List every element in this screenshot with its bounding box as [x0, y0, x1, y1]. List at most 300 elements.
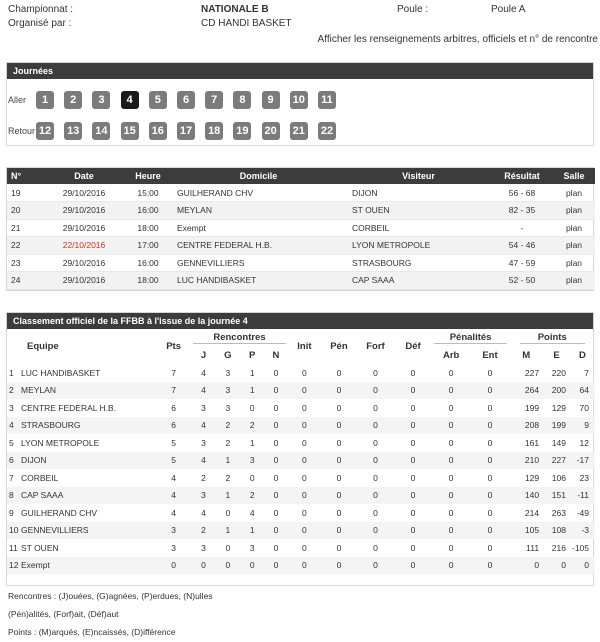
standings-m: 210 [509, 452, 543, 470]
standings-arb: 0 [432, 522, 471, 540]
standings-arb: 0 [448, 367, 454, 378]
standings-team-cell [7, 382, 156, 400]
standings-pts: 4 [171, 472, 176, 483]
match-resultat: 56 - 68 [491, 184, 553, 202]
standings-m: 214 [524, 507, 540, 518]
match-domicile: GUILHERAND CHV [171, 184, 346, 202]
standings-d: -11 [570, 487, 595, 505]
standings-team: DIJON [21, 455, 47, 466]
journee-button-22[interactable]: 22 [318, 122, 336, 140]
standings-e: 151 [543, 487, 570, 505]
standings-arb: 0 [448, 402, 454, 413]
standings-rank: 9 [9, 507, 14, 518]
match-row [7, 272, 595, 290]
organise-value: CD HANDI BASKET [201, 18, 292, 29]
standings-init: 0 [302, 402, 307, 413]
standings-n: 0 [273, 437, 279, 448]
standings-g: 2 [225, 472, 231, 483]
col-heure: Heure [125, 168, 171, 184]
match-date: 29/10/2016 [43, 184, 125, 202]
standings-g: 0 [216, 557, 240, 575]
standings-team-cell [7, 452, 156, 470]
match-resultat: 52 - 50 [491, 272, 553, 290]
standings-forf: 0 [373, 472, 378, 483]
standings-pts: 3 [156, 522, 192, 540]
journee-button-21[interactable]: 21 [290, 122, 308, 140]
standings-d: 23 [579, 472, 589, 483]
standings-pts: 6 [171, 402, 176, 413]
group-penalites: Pénalités [434, 332, 508, 344]
standings-forf: 0 [357, 452, 395, 470]
standings-row [7, 364, 595, 382]
standings-g: 0 [225, 507, 231, 518]
standings-group-row [7, 329, 595, 347]
col-init: Init [297, 341, 312, 352]
standings-team-cell [7, 469, 156, 487]
group-rencontres: Rencontres [193, 332, 285, 344]
standings-rank: 11 [9, 542, 18, 553]
standings-team-cell [7, 522, 156, 540]
match-resultat: 82 - 35 [491, 202, 553, 220]
standings-team: Exempt [21, 560, 50, 571]
journee-button-6[interactable]: 6 [177, 91, 195, 109]
col-n: N [272, 349, 280, 361]
standings-pen: 0 [336, 507, 342, 518]
standings-arb: 0 [448, 472, 454, 483]
standings-ent: 0 [487, 402, 493, 413]
standings-init: 0 [302, 437, 307, 448]
standings-rank: 2 [9, 385, 14, 396]
col-def: Déf [405, 341, 421, 352]
standings-g: 3 [216, 382, 240, 400]
col-equipe: Equipe [27, 341, 59, 352]
standings-team-cell [7, 417, 156, 435]
col-num: N° [7, 168, 43, 184]
standings-p: 1 [249, 367, 255, 378]
standings-row [7, 539, 595, 557]
journee-button-18[interactable]: 18 [205, 122, 223, 140]
standings-p: 2 [240, 487, 264, 505]
journee-button-7[interactable]: 7 [205, 91, 223, 109]
standings-def: 0 [410, 367, 416, 378]
standings-n: 0 [273, 507, 279, 518]
col-pts: Pts [166, 341, 181, 352]
standings-team: ST OUEN [21, 542, 59, 553]
matches-panel [6, 167, 594, 291]
match-domicile: LUC HANDIBASKET [171, 272, 346, 290]
journee-button-10[interactable]: 10 [290, 91, 308, 109]
match-date: 29/10/2016 [43, 254, 125, 272]
standings-forf: 0 [373, 507, 378, 518]
standings-g: 0 [225, 542, 231, 553]
standings-d: -17 [570, 452, 595, 470]
standings-p: 3 [249, 542, 255, 553]
standings-pen: 0 [336, 402, 342, 413]
standings-n: 0 [264, 452, 287, 470]
standings-d: 0 [570, 557, 595, 575]
standings-g: 2 [225, 437, 231, 448]
standings-j: 4 [191, 452, 215, 470]
standings-arb: 0 [432, 557, 471, 575]
journee-button-15[interactable]: 15 [121, 122, 139, 140]
match-row [7, 202, 595, 220]
standings-team-cell [7, 364, 156, 382]
standings-ent: 0 [471, 487, 510, 505]
poule-value: Poule A [491, 4, 526, 15]
matches-header-row [7, 168, 595, 184]
standings-def: 0 [410, 402, 416, 413]
col-date: Date [43, 168, 125, 184]
standings-row [7, 417, 595, 435]
standings-init: 0 [302, 367, 307, 378]
standings-arb: 0 [432, 417, 471, 435]
standings-e: 200 [543, 382, 570, 400]
standings-e: 199 [543, 417, 570, 435]
standings-pen: 0 [336, 542, 342, 553]
standings-arb: 0 [432, 382, 471, 400]
standings-m: 264 [509, 382, 543, 400]
standings-def: 0 [410, 472, 416, 483]
match-num: 19 [7, 184, 43, 202]
journees-title: Journées [7, 63, 593, 79]
standings-j: 2 [201, 472, 206, 483]
match-salle-link[interactable]: plan [553, 202, 595, 220]
standings-rank: 10 [9, 525, 19, 536]
standings-ent: 0 [471, 382, 510, 400]
standings-m: 199 [524, 402, 540, 413]
col-visiteur: Visiteur [346, 168, 491, 184]
standings-d: 64 [570, 382, 595, 400]
journee-button-8[interactable]: 8 [233, 91, 251, 109]
standings-g: 3 [225, 367, 231, 378]
match-visiteur: LYON METROPOLE [346, 237, 491, 255]
standings-d: 9 [570, 417, 595, 435]
standings-def: 0 [394, 382, 431, 400]
standings-arb: 0 [432, 487, 471, 505]
col-salle: Salle [553, 168, 595, 184]
match-heure: 16:00 [125, 254, 171, 272]
col-ent: Ent [482, 349, 498, 361]
standings-ent: 0 [487, 542, 493, 553]
matches-table [7, 168, 595, 290]
standings-row [7, 557, 595, 575]
standings-forf: 0 [357, 382, 395, 400]
standings-rank: 6 [9, 455, 14, 466]
standings-row [7, 469, 595, 487]
match-row [7, 219, 595, 237]
match-salle-link[interactable]: plan [553, 219, 595, 237]
standings-d: -49 [576, 507, 589, 518]
standings-j: 4 [191, 417, 215, 435]
journee-button-13[interactable]: 13 [64, 122, 82, 140]
standings-pts: 4 [156, 487, 192, 505]
standings-row [7, 382, 595, 400]
aller-label: Aller [8, 95, 27, 105]
standings-team-cell [7, 539, 156, 557]
standings-j: 3 [201, 542, 206, 553]
col-g: G [224, 349, 232, 361]
match-resultat: - [491, 219, 553, 237]
standings-forf: 0 [357, 522, 395, 540]
standings-rank: 4 [9, 420, 14, 431]
standings-j: 3 [201, 437, 206, 448]
standings-pts: 0 [156, 557, 192, 575]
standings-p: 2 [240, 417, 264, 435]
match-heure: 18:00 [125, 219, 171, 237]
standings-pen: 0 [321, 487, 357, 505]
standings-n: 0 [264, 417, 287, 435]
standings-ent: 0 [471, 452, 510, 470]
match-domicile: MEYLAN [171, 202, 346, 220]
col-j: J [200, 349, 207, 361]
match-domicile: Exempt [171, 219, 346, 237]
standings-def: 0 [394, 557, 431, 575]
col-e: E [553, 349, 560, 361]
standings-g: 2 [216, 417, 240, 435]
poule-label: Poule : [397, 4, 429, 15]
standings-arb: 0 [432, 452, 471, 470]
match-visiteur: CAP SAAA [346, 272, 491, 290]
standings-table [7, 329, 595, 574]
col-p: P [249, 349, 256, 361]
match-date: 29/10/2016 [43, 219, 125, 237]
standings-team: GUILHERAND CHV [21, 507, 98, 518]
journee-button-1[interactable]: 1 [36, 91, 54, 109]
standings-e: 149 [551, 437, 566, 448]
standings-pen: 0 [321, 382, 357, 400]
standings-row [7, 434, 595, 452]
match-domicile: GENNEVILLIERS [171, 254, 346, 272]
standings-arb: 0 [448, 437, 454, 448]
standings-team-cell [7, 557, 156, 575]
standings-team: CORBEIL [21, 472, 59, 483]
match-salle-link[interactable]: plan [553, 237, 595, 255]
standings-team-cell [7, 399, 156, 417]
standings-pen: 0 [321, 557, 357, 575]
standings-d: -105 [571, 542, 589, 553]
match-resultat: 54 - 46 [491, 237, 553, 255]
standings-init: 0 [288, 557, 322, 575]
standings-row [7, 504, 595, 522]
standings-forf: 0 [373, 542, 378, 553]
standings-n: 0 [273, 367, 279, 378]
match-heure: 15:00 [125, 184, 171, 202]
standings-ent: 0 [471, 557, 510, 575]
standings-init: 0 [288, 522, 322, 540]
standings-rank: 7 [9, 472, 14, 483]
col-domicile: Domicile [171, 168, 346, 184]
journee-button-3[interactable]: 3 [92, 91, 110, 109]
match-heure: 17:00 [125, 237, 171, 255]
standings-rank: 8 [9, 490, 14, 501]
journee-button-20[interactable]: 20 [262, 122, 280, 140]
standings-n: 0 [264, 487, 287, 505]
standings-team: LUC HANDIBASKET [21, 367, 101, 378]
standings-pen: 0 [321, 522, 357, 540]
match-visiteur: STRASBOURG [346, 254, 491, 272]
standings-title: Classement officiel de la FFBB à l'issue de la journée 4 [7, 313, 593, 329]
standings-p: 4 [249, 507, 255, 518]
standings-arb: 0 [448, 542, 454, 553]
standings-pts: 5 [156, 452, 192, 470]
standings-g: 1 [216, 487, 240, 505]
standings-pen: 0 [336, 367, 342, 378]
match-heure: 16:00 [125, 202, 171, 220]
standings-rank: 5 [9, 437, 14, 448]
match-date: 22/10/2016 [43, 237, 125, 255]
col-pen: Pén [330, 341, 348, 352]
standings-p: 1 [240, 522, 264, 540]
match-resultat: 47 - 59 [491, 254, 553, 272]
standings-row [7, 452, 595, 470]
standings-def: 0 [394, 487, 431, 505]
standings-init: 0 [302, 542, 307, 553]
standings-init: 0 [288, 452, 322, 470]
standings-pen: 0 [336, 437, 342, 448]
journee-button-2[interactable]: 2 [64, 91, 82, 109]
match-salle-link[interactable]: plan [553, 254, 595, 272]
match-row [7, 237, 595, 255]
retour-label: Retour [8, 126, 36, 136]
standings-row [7, 522, 595, 540]
standings-n: 0 [264, 522, 287, 540]
journee-button-11[interactable]: 11 [318, 91, 336, 109]
standings-rank: 1 [9, 367, 14, 378]
match-heure: 18:00 [125, 272, 171, 290]
match-visiteur: CORBEIL [346, 219, 491, 237]
championnat-label: Championnat : [8, 4, 74, 15]
standings-def: 0 [394, 522, 431, 540]
legend-penalites: (Pén)alités, (Forf)ait, (Déf)aut [8, 609, 119, 619]
standings-forf: 0 [357, 487, 395, 505]
match-row [7, 254, 595, 272]
match-row [7, 184, 595, 202]
standings-rank: 12 [9, 560, 19, 571]
standings-j: 3 [201, 402, 206, 413]
standings-team-cell [7, 434, 156, 452]
standings-ent: 0 [487, 367, 493, 378]
standings-forf: 0 [373, 402, 378, 413]
standings-m: 161 [524, 437, 540, 448]
standings-e: 0 [543, 557, 570, 575]
standings-init: 0 [288, 417, 322, 435]
match-num: 24 [7, 272, 43, 290]
standings-n: 0 [264, 382, 287, 400]
match-num: 23 [7, 254, 43, 272]
standings-team: LYON METROPOLE [21, 437, 100, 448]
match-salle-link[interactable]: plan [553, 184, 595, 202]
standings-d: 70 [579, 402, 589, 413]
standings-pen: 0 [321, 417, 357, 435]
standings-j: 4 [191, 382, 215, 400]
standings-n: 0 [273, 542, 279, 553]
standings-m: 129 [524, 472, 540, 483]
standings-panel [6, 312, 594, 586]
championnat-value: NATIONALE B [201, 4, 269, 15]
standings-forf: 0 [357, 557, 395, 575]
match-date: 29/10/2016 [43, 202, 125, 220]
legend-rencontres: Rencontres : (J)ouées, (G)agnées, (P)erdues, (N)ulles [8, 591, 213, 601]
group-points: Points [520, 332, 585, 344]
standings-row [7, 399, 595, 417]
standings-g: 3 [225, 402, 231, 413]
col-resultat: Résultat [491, 168, 553, 184]
standings-rank: 3 [9, 402, 14, 413]
standings-team: CENTRE FEDERAL H.B. [21, 402, 117, 413]
standings-def: 0 [394, 452, 431, 470]
standings-e: 263 [551, 507, 566, 518]
standings-ent: 0 [487, 507, 493, 518]
standings-p: 1 [249, 437, 255, 448]
match-salle-link[interactable]: plan [553, 272, 595, 290]
standings-ent: 0 [471, 522, 510, 540]
standings-def: 0 [410, 437, 416, 448]
journee-button-5[interactable]: 5 [149, 91, 167, 109]
standings-e: 220 [551, 367, 566, 378]
standings-init: 0 [288, 382, 322, 400]
standings-e: 106 [551, 472, 566, 483]
journee-button-19[interactable]: 19 [233, 122, 251, 140]
standings-j: 2 [191, 522, 215, 540]
standings-p: 3 [240, 452, 264, 470]
show-arbitres-link[interactable]: Afficher les renseignements arbitres, officiels et n° de rencontre [317, 34, 598, 45]
standings-team: STRASBOURG [21, 420, 81, 431]
col-d: D [579, 349, 586, 361]
standings-pts: 3 [171, 542, 176, 553]
standings-team: GENNEVILLIERS [21, 525, 89, 536]
standings-p: 0 [240, 557, 264, 575]
standings-pen: 0 [321, 452, 357, 470]
journee-button-12[interactable]: 12 [36, 122, 54, 140]
journee-button-17[interactable]: 17 [177, 122, 195, 140]
standings-pts: 6 [156, 417, 192, 435]
standings-m: 0 [509, 557, 543, 575]
standings-j: 3 [191, 487, 215, 505]
standings-ent: 0 [487, 472, 493, 483]
journee-button-16[interactable]: 16 [149, 122, 167, 140]
standings-p: 0 [249, 472, 255, 483]
standings-def: 0 [410, 507, 416, 518]
standings-def: 0 [394, 417, 431, 435]
journee-button-4[interactable]: 4 [121, 91, 139, 109]
standings-m: 111 [526, 542, 540, 553]
standings-p: 0 [249, 402, 255, 413]
standings-ent: 0 [471, 417, 510, 435]
standings-j: 4 [201, 507, 206, 518]
organise-label: Organisé par : [8, 18, 72, 29]
journee-button-9[interactable]: 9 [262, 91, 280, 109]
match-num: 20 [7, 202, 43, 220]
standings-ent: 0 [487, 437, 493, 448]
standings-forf: 0 [373, 437, 378, 448]
standings-def: 0 [410, 542, 416, 553]
journee-button-14[interactable]: 14 [92, 122, 110, 140]
standings-n: 0 [264, 557, 287, 575]
legend-points: Points : (M)arqués, (E)ncaissés, (D)ifférence [8, 627, 176, 637]
standings-e: 216 [551, 542, 566, 553]
match-visiteur: DIJON [346, 184, 491, 202]
standings-m: 140 [509, 487, 543, 505]
standings-d: 7 [584, 367, 589, 378]
standings-m: 208 [509, 417, 543, 435]
standings-arb: 0 [448, 507, 454, 518]
standings-d: -3 [570, 522, 595, 540]
match-date: 29/10/2016 [43, 272, 125, 290]
standings-team: MEYLAN [21, 385, 56, 396]
standings-e: 108 [543, 522, 570, 540]
standings-init: 0 [302, 472, 307, 483]
standings-n: 0 [273, 472, 279, 483]
